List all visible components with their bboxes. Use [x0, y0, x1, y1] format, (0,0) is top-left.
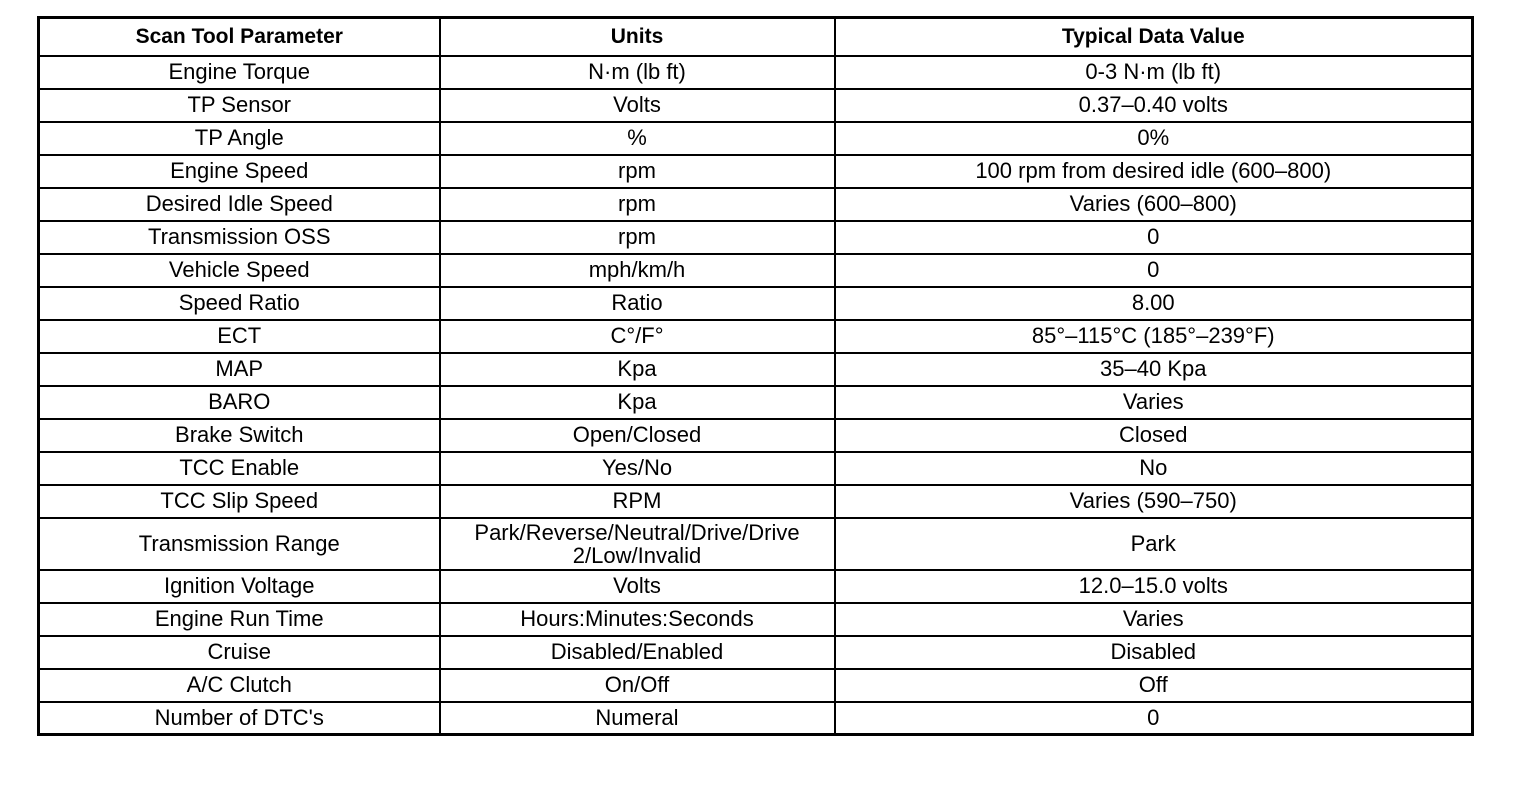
value-cell: Varies (600–800): [835, 188, 1473, 221]
scan-tool-data-table: [37, 16, 1474, 736]
value-cell: 35–40 Kpa: [835, 353, 1473, 386]
parameter-cell: Engine Speed: [39, 155, 440, 188]
table-row: [39, 386, 1473, 419]
table-row: [39, 452, 1473, 485]
table-row: [39, 155, 1473, 188]
value-cell: 0.37–0.40 volts: [835, 89, 1473, 122]
table-row: [39, 89, 1473, 122]
units-cell: Kpa: [440, 386, 835, 419]
value-cell: 12.0–15.0 volts: [835, 570, 1473, 603]
table-row: [39, 485, 1473, 518]
value-cell: 85°–115°C (185°–239°F): [835, 320, 1473, 353]
units-cell: Park/Reverse/Neutral/Drive/Drive 2/Low/Invalid: [440, 518, 835, 570]
value-cell: Varies (590–750): [835, 485, 1473, 518]
value-cell: 100 rpm from desired idle (600–800): [835, 155, 1473, 188]
value-cell: Closed: [835, 419, 1473, 452]
units-cell: Volts: [440, 570, 835, 603]
table-row: [39, 221, 1473, 254]
value-cell: 0: [835, 221, 1473, 254]
header-typical-data-value: Typical Data Value: [835, 18, 1473, 56]
units-cell: Kpa: [440, 353, 835, 386]
parameter-cell: Transmission OSS: [39, 221, 440, 254]
parameter-cell: ECT: [39, 320, 440, 353]
value-cell: 0-3 N·m (lb ft): [835, 56, 1473, 89]
units-cell: RPM: [440, 485, 835, 518]
parameter-cell: TCC Slip Speed: [39, 485, 440, 518]
value-cell: Varies: [835, 603, 1473, 636]
parameter-cell: TP Angle: [39, 122, 440, 155]
units-cell: Yes/No: [440, 452, 835, 485]
table-row: [39, 419, 1473, 452]
parameter-cell: Number of DTC's: [39, 702, 440, 735]
units-cell: rpm: [440, 221, 835, 254]
header-units: Units: [440, 18, 835, 56]
units-cell: rpm: [440, 188, 835, 221]
units-cell: Numeral: [440, 702, 835, 735]
units-cell: N·m (lb ft): [440, 56, 835, 89]
value-cell: Park: [835, 518, 1473, 570]
units-cell: rpm: [440, 155, 835, 188]
value-cell: Disabled: [835, 636, 1473, 669]
parameter-cell: Transmission Range: [39, 518, 440, 570]
parameter-cell: Vehicle Speed: [39, 254, 440, 287]
units-cell: C°/F°: [440, 320, 835, 353]
parameter-cell: TP Sensor: [39, 89, 440, 122]
table-row: [39, 702, 1473, 735]
table-row: [39, 287, 1473, 320]
table-row: [39, 56, 1473, 89]
table-row: [39, 570, 1473, 603]
table-row: [39, 320, 1473, 353]
value-cell: No: [835, 452, 1473, 485]
parameter-cell: Ignition Voltage: [39, 570, 440, 603]
parameter-cell: Engine Run Time: [39, 603, 440, 636]
table-row: [39, 188, 1473, 221]
parameter-cell: A/C Clutch: [39, 669, 440, 702]
value-cell: 8.00: [835, 287, 1473, 320]
parameter-cell: Engine Torque: [39, 56, 440, 89]
parameter-cell: Desired Idle Speed: [39, 188, 440, 221]
header-scan-tool-parameter: Scan Tool Parameter: [39, 18, 440, 56]
table-row: [39, 518, 1473, 570]
table-row: [39, 669, 1473, 702]
units-cell: mph/km/h: [440, 254, 835, 287]
value-cell: 0%: [835, 122, 1473, 155]
value-cell: 0: [835, 254, 1473, 287]
table-header-row: [39, 18, 1473, 56]
table-row: [39, 254, 1473, 287]
units-cell: Hours:Minutes:Seconds: [440, 603, 835, 636]
units-cell: %: [440, 122, 835, 155]
parameter-cell: TCC Enable: [39, 452, 440, 485]
value-cell: Off: [835, 669, 1473, 702]
table-row: [39, 636, 1473, 669]
units-cell: Disabled/Enabled: [440, 636, 835, 669]
table-row: [39, 603, 1473, 636]
parameter-cell: Speed Ratio: [39, 287, 440, 320]
value-cell: 0: [835, 702, 1473, 735]
parameter-cell: BARO: [39, 386, 440, 419]
parameter-cell: MAP: [39, 353, 440, 386]
units-cell: Volts: [440, 89, 835, 122]
units-cell: On/Off: [440, 669, 835, 702]
parameter-cell: Cruise: [39, 636, 440, 669]
parameter-cell: Brake Switch: [39, 419, 440, 452]
units-cell: Open/Closed: [440, 419, 835, 452]
table-row: [39, 122, 1473, 155]
value-cell: Varies: [835, 386, 1473, 419]
table-row: [39, 353, 1473, 386]
units-cell: Ratio: [440, 287, 835, 320]
